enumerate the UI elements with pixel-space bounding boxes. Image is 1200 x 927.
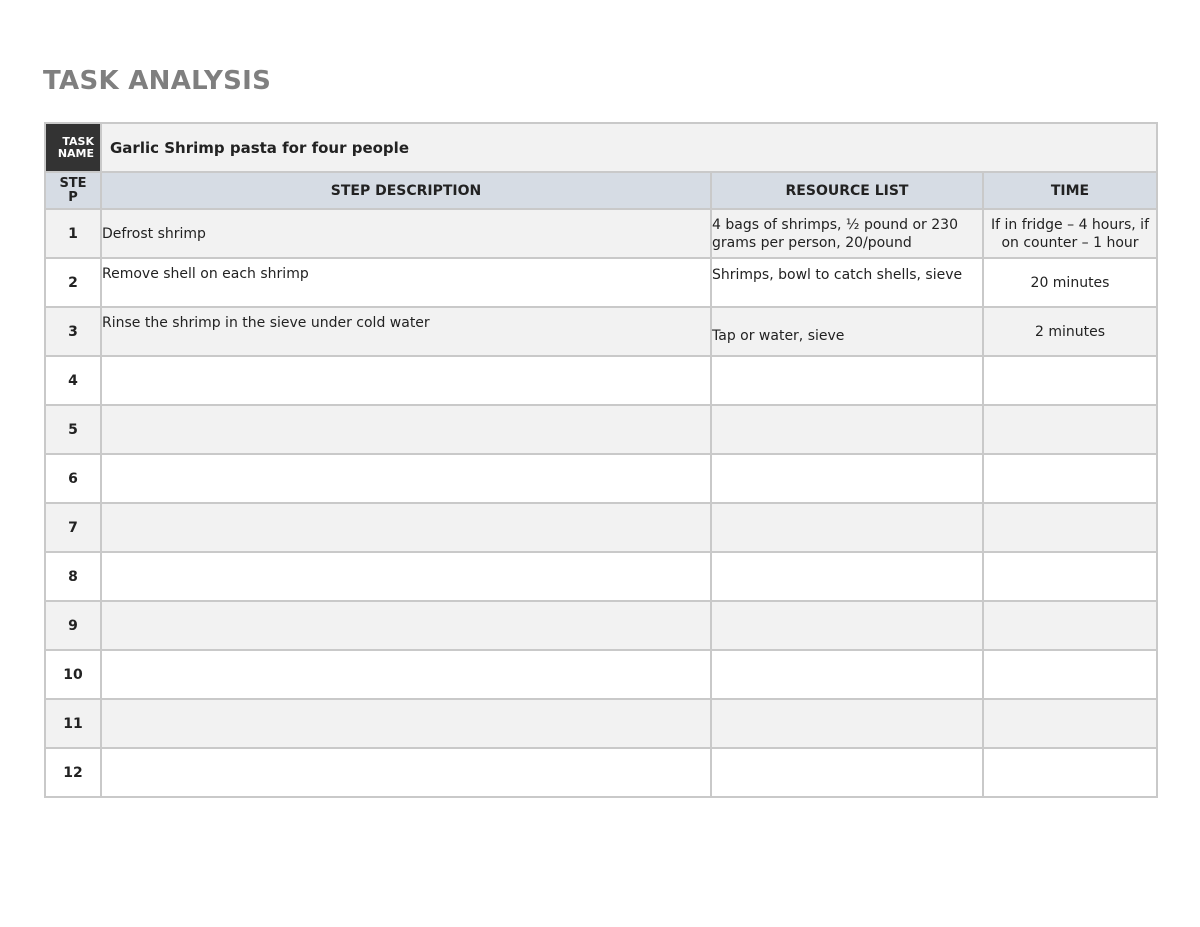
resource-list-cell[interactable] — [711, 650, 983, 699]
table-row — [45, 601, 1157, 650]
resource-list-cell[interactable] — [711, 356, 983, 405]
table-row — [45, 209, 1157, 258]
step-number: 12 — [45, 748, 101, 797]
step-description-cell[interactable] — [101, 356, 711, 405]
resource-list-cell[interactable] — [711, 552, 983, 601]
task-analysis-table — [44, 122, 1158, 798]
step-number: 8 — [45, 552, 101, 601]
resource-list-cell[interactable] — [711, 699, 983, 748]
time-cell[interactable] — [983, 356, 1157, 405]
step-number: 5 — [45, 405, 101, 454]
step-description-cell[interactable] — [101, 699, 711, 748]
resource-list-cell[interactable] — [711, 307, 983, 356]
time-cell[interactable] — [983, 454, 1157, 503]
step-description-cell[interactable] — [101, 650, 711, 699]
table-row — [45, 258, 1157, 307]
step-description-cell[interactable]: Remove shell on each shrimp — [101, 258, 711, 307]
table-row — [45, 454, 1157, 503]
step-number: 4 — [45, 356, 101, 405]
resource-list-cell[interactable]: 4 bags of shrimps, ½ pound or 230 grams per person, 20/pound — [711, 209, 983, 258]
time-cell[interactable] — [983, 601, 1157, 650]
task-name-value[interactable]: Garlic Shrimp pasta for four people — [101, 123, 1157, 172]
step-description-cell[interactable] — [101, 454, 711, 503]
column-header-resources: RESOURCE LIST — [711, 172, 983, 209]
step-description-cell[interactable] — [101, 503, 711, 552]
task-name-row — [45, 123, 1157, 172]
table-row — [45, 650, 1157, 699]
step-description-cell[interactable]: Rinse the shrimp in the sieve under cold water — [101, 307, 711, 356]
table-row — [45, 748, 1157, 797]
column-header-time: TIME — [983, 172, 1157, 209]
time-cell[interactable] — [983, 405, 1157, 454]
resource-list-cell[interactable] — [711, 454, 983, 503]
table-row — [45, 356, 1157, 405]
resource-list-cell[interactable] — [711, 405, 983, 454]
time-cell[interactable]: If in fridge – 4 hours, if on counter – 1 hour — [983, 209, 1157, 258]
time-cell[interactable] — [983, 748, 1157, 797]
table-row — [45, 552, 1157, 601]
resource-list-cell[interactable]: Shrimps, bowl to catch shells, sieve — [711, 258, 983, 307]
step-number: 9 — [45, 601, 101, 650]
step-number: 6 — [45, 454, 101, 503]
step-description-cell[interactable] — [101, 552, 711, 601]
resource-list-cell[interactable] — [711, 503, 983, 552]
step-description-cell[interactable] — [101, 601, 711, 650]
table-row — [45, 699, 1157, 748]
resource-list-cell[interactable] — [711, 748, 983, 797]
step-number: 3 — [45, 307, 101, 356]
page-title: TASK ANALYSIS — [43, 66, 272, 96]
time-cell[interactable] — [983, 503, 1157, 552]
time-cell[interactable]: 20 minutes — [983, 258, 1157, 307]
table-row — [45, 503, 1157, 552]
step-description-cell[interactable] — [101, 405, 711, 454]
step-description-cell[interactable]: Defrost shrimp — [101, 209, 711, 258]
table-row — [45, 405, 1157, 454]
time-cell[interactable] — [983, 650, 1157, 699]
step-number: 11 — [45, 699, 101, 748]
step-number: 10 — [45, 650, 101, 699]
time-cell[interactable] — [983, 699, 1157, 748]
column-header-step: STEP — [45, 172, 101, 209]
step-number: 2 — [45, 258, 101, 307]
column-header-row — [45, 172, 1157, 209]
table-row — [45, 307, 1157, 356]
resource-list-text: Tap or water, sieve — [712, 327, 845, 344]
step-number: 7 — [45, 503, 101, 552]
resource-list-cell[interactable] — [711, 601, 983, 650]
task-name-label: TASK NAME — [45, 123, 101, 172]
step-description-cell[interactable] — [101, 748, 711, 797]
time-cell[interactable] — [983, 552, 1157, 601]
time-cell[interactable]: 2 minutes — [983, 307, 1157, 356]
column-header-description: STEP DESCRIPTION — [101, 172, 711, 209]
step-number: 1 — [45, 209, 101, 258]
